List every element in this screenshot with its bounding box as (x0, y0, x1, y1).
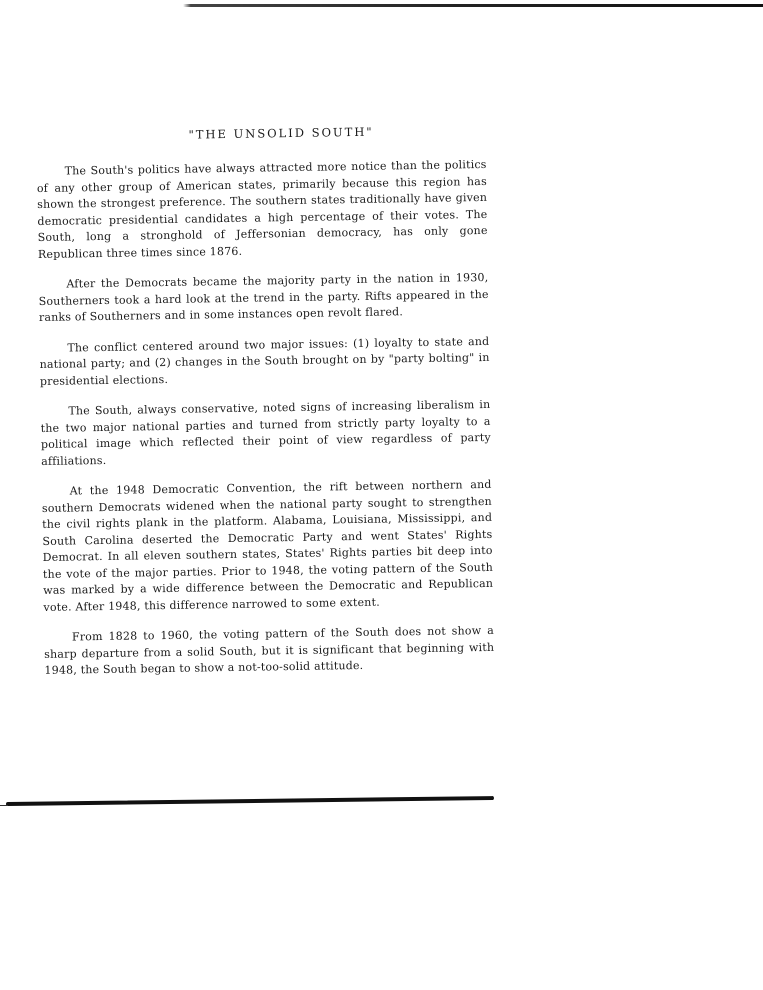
bottom-rule (6, 796, 494, 806)
paragraph-1948-convention: At the 1948 Democratic Convention, the rift between northern and southern Democrats widened when the national party sought to strengthen the civil rights plank in the platform. Alabama, Louisiana, Mississippi, and South Carolina deserted the Democratic Party and went States' Rights Democrat. In all eleven southern states, States' Rights parties bit deep into the vote of the major parties. Prior to 1948, the voting pattern of the South was marked by a wide difference between the Democratic and Republican vote. After 1948, this difference narrowed to some extent. (41, 477, 494, 614)
paragraph-conflict-issues: The conflict centered around two major issues: (1) loyalty to state and national party; and (2) changes in the South brought on by "party bolting" in presidential elections. (39, 334, 490, 388)
margin-tick-mark (0, 805, 8, 806)
paragraph-democrats-majority: After the Democrats became the majority party in the nation in 1930, Southerners took a hard look at the trend in the party. Rifts appeared in the ranks of Southerners and in some instances open revolt flared. (38, 270, 489, 324)
top-border-rule (0, 4, 763, 7)
paragraph-southern-politics: The South's politics have always attracted more notice than the politics of any other group of American states, primarily because this region has shown the strongest preference. The southern states traditionally have given democratic presidential candidates a high percentage of their votes. The South, long a stronghold of Jeffersonian democracy, has only gone Republican three times since 1876. (36, 157, 488, 261)
document-body (36, 123, 495, 693)
document-title: "THE UNSOLID SOUTH" (188, 124, 374, 142)
paragraph-conservative-south: The South, always conservative, noted signs of increasing liberalism in the two major national parties and turned from strictly party loyalty to a political image which reflected their point of view regardless of party affiliations. (40, 397, 491, 468)
paragraph-voting-pattern: From 1828 to 1960, the voting pattern of the South does not show a sharp departure from a solid South, but it is significant that beginning with 1948, the South began to show a not-too-solid attitude. (44, 623, 495, 677)
